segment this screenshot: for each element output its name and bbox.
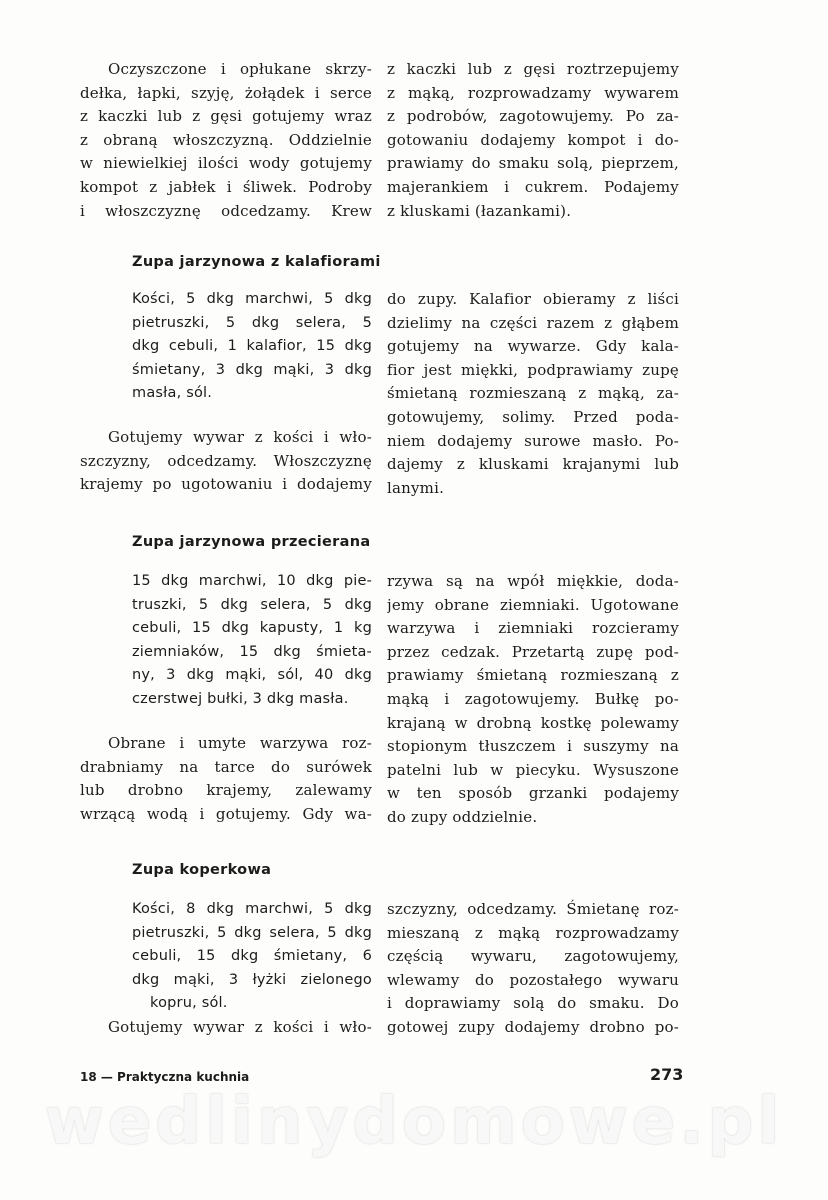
text-line: Gotujemy wywar z kości i wło- [108, 1018, 372, 1036]
text-line: do zupy oddzielnie. [387, 807, 538, 826]
ingredient-line: Kości, 8 dkg marchwi, 5 dkg [132, 901, 372, 917]
recipe-left-column [80, 1016, 372, 1040]
page-number: 273 [650, 1065, 684, 1084]
ingredient-line: 15 dkg marchwi, 10 dkg pie- [132, 573, 372, 589]
text-line: gotujemy na wywarze. Gdy kala- [387, 337, 679, 356]
ingredient-line: pietruszki, 5 dkg selera, 5 dkg [132, 924, 372, 941]
recipe-title: Zupa koperkowa [132, 862, 272, 878]
text-line: z kaczki lub z gęsi roztrzepujemy [387, 60, 679, 78]
ingredient-line: cebuli, 15 dkg kapusty, 1 kg [132, 620, 372, 636]
recipe-title: Zupa jarzynowa z kalafiorami [132, 254, 381, 270]
text-line: stopionym tłuszczem i suszymy na [387, 737, 679, 756]
text-line: przez cedzak. Przetartą zupę pod- [387, 642, 679, 661]
text-line: częścią wywaru, zagotowujemy, [387, 947, 679, 966]
text-line: śmietaną rozmieszaną z mąką, za- [387, 384, 679, 403]
text-line: z kaczki lub z gęsi gotujemy wraz [80, 107, 372, 126]
text-line: Gotujemy wywar z kości i wło- [108, 428, 372, 446]
recipe-right-column [387, 570, 679, 830]
ingredient-line: dkg cebuli, 1 kalafior, 15 dkg [132, 338, 372, 354]
text-line: lub drobno krajemy, zalewamy [80, 781, 372, 800]
text-line: w ten sposób grzanki podajemy [387, 784, 679, 803]
text-line: dełka, łapki, szyję, żołądek i serce [80, 83, 372, 102]
text-line: fior jest miękki, podprawiamy zupę [387, 360, 679, 379]
text-line: prawiamy śmietaną rozmieszaną z [387, 666, 679, 685]
ingredient-line: czerstwej bułki, 3 dkg masła. [132, 690, 349, 707]
text-line: rzywa są na wpół miękkie, doda- [387, 572, 679, 590]
text-line: gotowujemy, solimy. Przed poda- [387, 407, 679, 426]
text-line: z obraną włoszczyzną. Oddzielnie [80, 130, 372, 149]
text-line: w niewielkiej ilości wody gotujemy [80, 154, 372, 173]
text-line: drabniamy na tarce do surówek [80, 757, 372, 776]
ingredients-list [132, 288, 372, 406]
text-line: majerankiem i cukrem. Podajemy [387, 177, 679, 196]
text-line: wlewamy do pozostałego wywaru [387, 970, 679, 989]
text-line: patelni lub w piecyku. Wysuszone [387, 760, 679, 779]
text-line: prawiamy do smaku solą, pieprzem, [387, 154, 679, 173]
recipe-left-column [80, 732, 372, 826]
text-line: dzielimy na części razem z głąbem [387, 313, 679, 332]
text-line: z kluskami (łazankami). [387, 201, 572, 220]
text-line: dajemy z kluskami krajanymi lub [387, 455, 679, 474]
text-line: mieszaną z mąką rozprowadzamy [387, 923, 679, 942]
intro-right-column [387, 58, 679, 223]
text-line: i włoszczyznę odcedzamy. Krew [80, 201, 372, 220]
ingredient-line: Kości, 5 dkg marchwi, 5 dkg [132, 291, 372, 307]
ingredient-line: ziemniaków, 15 dkg śmieta- [132, 643, 372, 660]
text-line: Obrane i umyte warzywa roz- [108, 734, 372, 752]
text-line: szczyzny, odcedzamy. Śmietanę roz- [387, 900, 679, 918]
text-line: z mąką, rozprowadzamy wywarem [387, 83, 679, 102]
text-line: lanymi. [387, 478, 445, 497]
recipe-right-column [387, 898, 679, 1040]
text-line: do zupy. Kalafior obieramy z liści [387, 290, 679, 308]
text-line: krajemy po ugotowaniu i dodajemy [80, 475, 372, 494]
text-line: gotowej zupy dodajemy drobno po- [387, 1017, 679, 1036]
text-line: wrzącą wodą i gotujemy. Gdy wa- [80, 804, 372, 823]
ingredient-line: śmietany, 3 dkg mąki, 3 dkg [132, 361, 372, 378]
ingredient-line: kopru, sól. [150, 995, 228, 1011]
text-line: z podrobów, zagotowujemy. Po za- [387, 107, 679, 126]
text-line: kompot z jabłek i śliwek. Podroby [80, 177, 372, 196]
text-line: krajaną w drobną kostkę polewamy [387, 713, 679, 732]
text-line: szczyzny, odcedzamy. Włoszczyznę [80, 451, 372, 470]
watermark: wedlinydomowe.pl [44, 1085, 784, 1159]
ingredient-line: pietruszki, 5 dkg selera, 5 [132, 314, 372, 331]
signature-mark: 18 — Praktyczna kuchnia [80, 1070, 250, 1084]
recipe-right-column [387, 288, 679, 500]
text-line: mąką i zagotowujemy. Bułkę po- [387, 689, 679, 708]
text-line: warzywa i ziemniaki rozcieramy [387, 619, 679, 638]
recipe-left-column [80, 426, 372, 497]
recipe-title: Zupa jarzynowa przecierana [132, 534, 371, 550]
text-line: Oczyszczone i opłukane skrzy- [108, 60, 372, 78]
ingredient-line: ny, 3 dkg mąki, sól, 40 dkg [132, 667, 372, 683]
ingredient-line: truszki, 5 dkg selera, 5 dkg [132, 596, 372, 613]
intro-left-column [80, 58, 372, 223]
ingredient-line: dkg mąki, 3 łyżki zielonego [132, 971, 372, 988]
text-line: i doprawiamy solą do smaku. Do [387, 994, 679, 1013]
text-line: gotowaniu dodajemy kompot i do- [387, 130, 679, 149]
text-line: jemy obrane ziemniaki. Ugotowane [387, 595, 679, 614]
text-line: niem dodajemy surowe masło. Po- [387, 431, 679, 450]
ingredient-line: cebuli, 15 dkg śmietany, 6 [132, 948, 372, 964]
ingredients-list [132, 570, 372, 711]
ingredient-line: masła, sól. [132, 385, 213, 401]
ingredients-list [132, 898, 372, 1016]
